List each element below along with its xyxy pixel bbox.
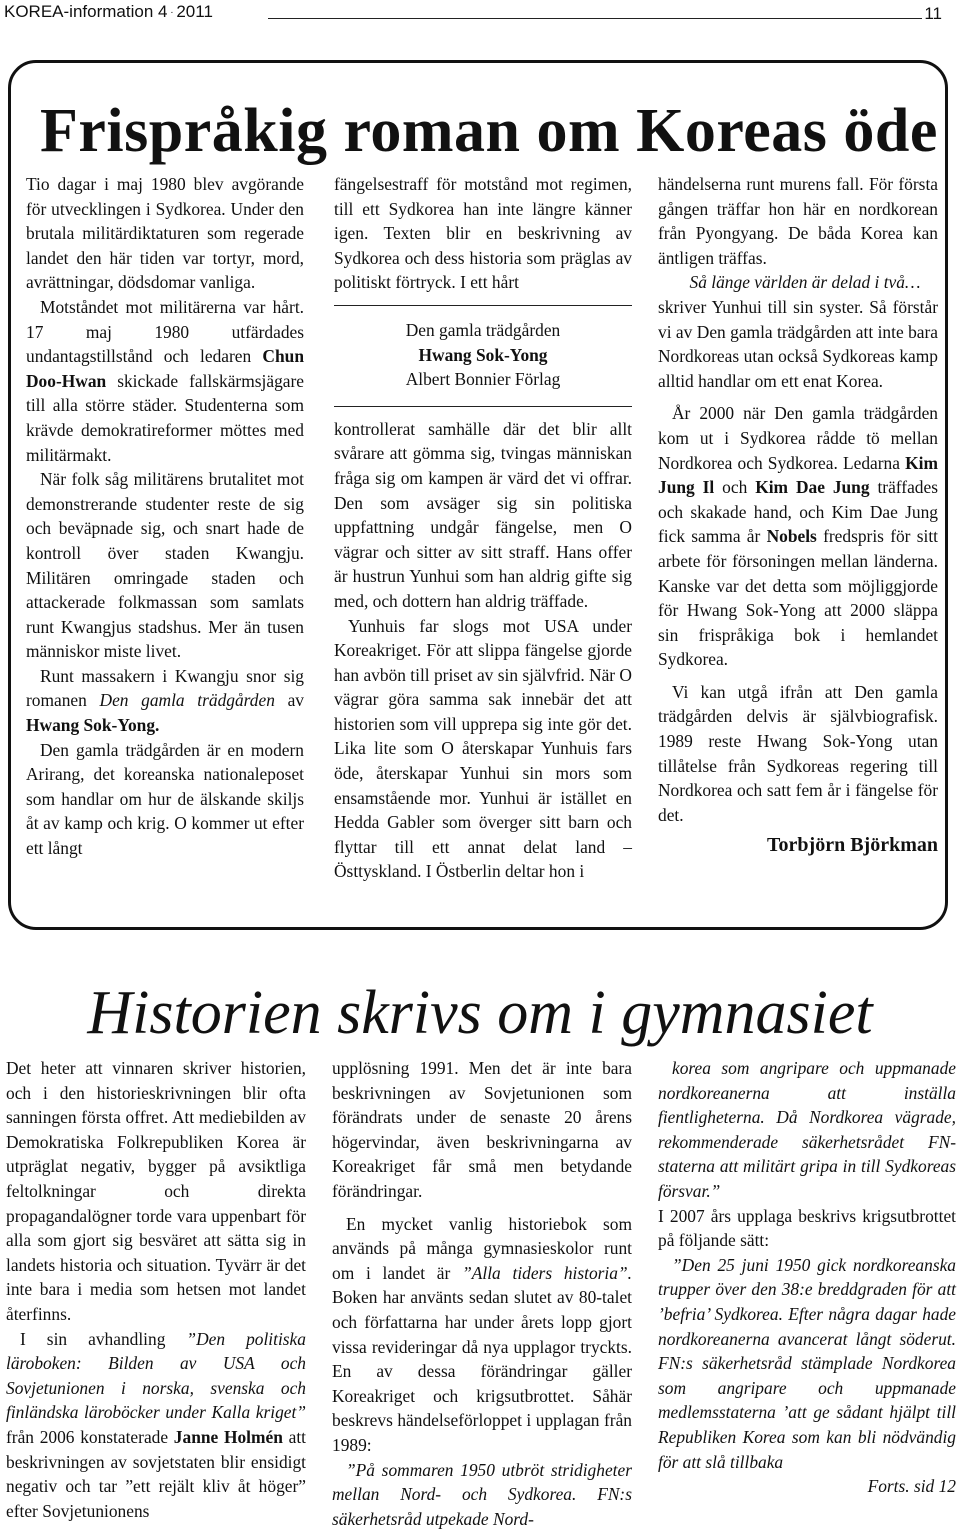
paragraph: skriver Yunhui till sin syster. Så förstår vi av Den gamla trädgården att inte bara Nordkoreas utan också Sydkoreas kamp alltid handlar om ett enat Korea. <box>658 295 938 393</box>
person-name: Kim Dae Jung <box>755 477 869 497</box>
article-title: Historien skrivs om i gymnasiet <box>0 978 960 1048</box>
paragraph: En mycket vanlig historiebok som används på många gymnasieskolor runt om i landet är ”Alla tiders historia”. Boken har använts sedan slutet av 80-talet och författarna har under årets lopp gjort vissa revideringar då nya upplagor tryckts. En av dessa förändringar gäller Koreakriget och krigsutbrottet. Såhär beskrevs händelseförloppet i upplagan från 1989: <box>332 1212 632 1458</box>
running-header: KOREA-information 4 · 2011 <box>4 2 213 22</box>
header-rule <box>268 18 922 19</box>
paragraph: Tio dagar i maj 1980 blev avgörande för utvecklingen i Sydkorea. Under den brutala militärdiktaturen som regerade landet den här tiden var tortyr, mord, avrättningar, dödsdomar vanliga. <box>26 172 304 295</box>
paragraph: upplösning 1991. Men det är inte bara beskrivningen av Sovjetunionen som förändrats under de senaste 20 årens högervindar, även beskrivningarna av Koreakriget får små men betydande förändringar. <box>332 1056 632 1204</box>
paragraph: Vi kan utgå ifrån att Den gamla trädgården delvis är självbiografisk. 1989 reste Hwang Sok-Yong utan tillåtelse från Sydkoreas regering till Nordkorea och satt fem år i fängelse för det. <box>658 680 938 828</box>
book-info-box <box>334 305 632 407</box>
person-name: Janne Holmén <box>174 1427 283 1447</box>
quote: ”På sommaren 1950 utbröt stridigheter mellan Nord- och Sydkorea. FN:s säkerhetsråd utpekade Nord- <box>332 1458 632 1531</box>
article2-column-2 <box>332 1056 632 1531</box>
page-number: 11 <box>924 4 942 24</box>
book-title: Den gamla trädgården <box>334 318 632 343</box>
paragraph: År 2000 när Den gamla trädgården kom ut i Sydkorea rådde tö mellan Nordkorea och Sydkorea. Ledarna Kim Jung Il och Kim Dae Jung träffades och skakade hand, och Kim Dae Jung fick samma år Nobels fredspris för sitt arbete för försoningen mellan länderna. Kanske var det detta som möjliggjorde för Hwang Sok-Yong att 2000 släppa sin frispråkiga bok i hemlandet Sydkorea. <box>658 401 938 672</box>
quote: ”Den 25 juni 1950 gick nordkoreanska trupper över den 38:e breddgraden för att ’befria’ Sydkorea. Efter några dagar hade nordkoreanerna avancerat långt söderut. FN:s säkerhetsråd stämplade Nordkorea som angripare och uppmanade medlemsstaterna ’att ge sådant hjälpt till Republiken Korea som kan bli nödvändig för att slå tillbaka <box>658 1253 956 1474</box>
paragraph: Det heter att vinnaren skriver historien, och i den historieskrivningen blir ofta sanningen första offret. Att mediebilden av Demokratiska Folkrepubliken Korea är utpräglat negativ, bygger på avsiktliga feltolkningar och direkta propagandalögner torde vara uppenbart för alla som gjort sig besväret att sätta sig in landets historia och situation. Tyvärr är det inte bara i media som hetsen mot landet återfinns. <box>6 1056 306 1327</box>
continued-link[interactable]: Forts. sid 12 <box>658 1474 956 1499</box>
paragraph: Den gamla trädgården är en modern Arirang, det koreanska nationaleposet som handlar om hur de älskande skiljs åt av kamp och krig. O kommer ut efter ett långt <box>26 738 304 861</box>
paragraph: I 2007 års upplaga beskrivs krigsutbrottet på följande sätt: <box>658 1204 956 1253</box>
paragraph: Yunhuis far slogs mot USA under Koreakriget. För att slippa fängelse gjorde han avbön till priset av sin självfrid. När O vägrar göra samma sak innebär det att historien som vill upprepa sig inte gör det. Lika lite som O återskapar Yunhuis fars öde, återskapar Yunhui sin mors som ensamstående mor. Yunhui är istället en Hedda Gabler som överger sitt barn och flyttar till ett annat delat land – Östtyskland. I Östberlin deltar hon i <box>334 614 632 885</box>
article-title: Frispråkig roman om Koreas öde <box>40 96 920 166</box>
paragraph: När folk såg militärens brutalitet mot demonstrerande studenter reste de sig och beväpnade sig, och snart hade de kontroll över staden Kwangju. Militären omringade staden och attackerade folkmassan som samlats runt Kwangjus stadshus. Mer än tusen människor miste livet. <box>26 467 304 664</box>
quote: korea som angripare och uppmanade nordkoreanerna att inställa fientligheterna. Då Nordkorea vägrade, rekommenderade säkerhetsrådet FN-staterna att militärt gripa in till Sydkoreas försvar.” <box>658 1056 956 1204</box>
book-author: Hwang Sok-Yong <box>334 343 632 368</box>
publication-year: 2011 <box>176 2 213 21</box>
author-name: Hwang Sok-Yong. <box>26 715 159 735</box>
person-name: Chun Doo-Hwan <box>26 346 304 391</box>
book-title: Den gamla trädgården <box>100 690 275 710</box>
subheading: Så länge världen är delad i två… <box>658 270 938 295</box>
book-title: ”Alla tiders historia”. <box>462 1263 632 1283</box>
person-name: Kim Jung Il <box>658 453 938 498</box>
article1-column-1 <box>26 172 304 861</box>
article2-column-1 <box>6 1056 306 1523</box>
publication-name: KOREA-information 4 <box>4 2 167 21</box>
article1-column-3 <box>658 172 938 858</box>
article1-column-2 <box>334 172 632 884</box>
paragraph: fängelsestraff för motstånd mot regimen, till ett Sydkorea han inte längre känner igen. Texten blir en beskrivning av Sydkorea och dess historia som präglas av politiskt förtryck. I ett hårt <box>334 172 632 295</box>
author-signature: Torbjörn Björkman <box>658 833 938 858</box>
thesis-title: ”Den politiska läroboken: Bilden av USA och Sovjetunionen i norska, svenska och finländska läroböcker under Kalla kriget” <box>6 1329 306 1423</box>
book-publisher: Albert Bonnier Förlag <box>334 367 632 392</box>
paragraph: Runt massakern i Kwangju snor sig romanen Den gamla trädgården av Hwang Sok-Yong. <box>26 664 304 738</box>
article2-column-3 <box>658 1056 956 1499</box>
prize-name: Nobels <box>767 526 817 546</box>
paragraph: kontrollerat samhälle där det blir allt svårare att gömma sig, tvingas människan fråga sig om kampen är värd det vi offrar. Den som avsäger sig sin politiska uppfattning undgår fängelse, men O vägrar och sitter av sitt straff. Hans offer är hustrun Yunhui som han aldrig gifte sig med, och dottern han aldrig träffade. <box>334 417 632 614</box>
paragraph: Motståndet mot militärerna var hårt. 17 maj 1980 utfärdades undantagstillstånd och ledaren Chun Doo-Hwan skickade fallskärmsjägare till alla större städer. Studenterna som krävde demokratireformer möttes med militärmakt. <box>26 295 304 467</box>
paragraph: I sin avhandling ”Den politiska läroboken: Bilden av USA och Sovjetunionen i norska, svenska och finländska läroböcker under Kalla kriget” från 2006 konstaterade Janne Holmén att beskrivningen av sovjetstaten blir ensidigt negativ och tar ”ett rejält kliv åt höger” efter Sovjetunionens <box>6 1327 306 1524</box>
paragraph: händelserna runt murens fall. För första gången träffar hon här en nordkorean från Pyongyang. De båda Korea kan äntligen träffas. <box>658 172 938 270</box>
